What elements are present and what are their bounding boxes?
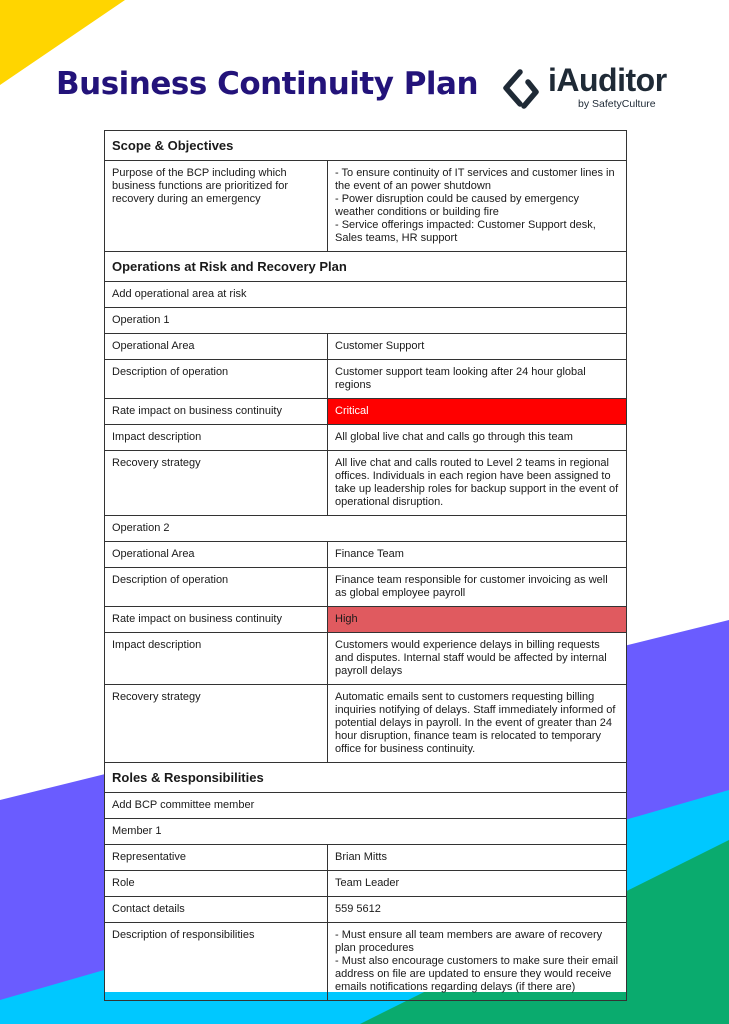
field-value: Automatic emails sent to customers requesting billing inquiries notifying of delays. Staff immediately informed of potential delays in payroll. In the event of greater than 24 hour disruption, finance team is relocated to temporary office for business continuity. xyxy=(328,685,627,763)
table-row xyxy=(105,161,627,252)
field-label: Impact description xyxy=(105,633,328,685)
field-value: - To ensure continuity of IT services and customer lines in the event of an power shutdown - Power disruption could be caused by emergency weather conditions or building fire - Service offerings impacted: Customer Support desk, Sales teams, HR support xyxy=(328,161,627,252)
scope-heading: Scope & Objectives xyxy=(105,131,627,161)
member-title: Member 1 xyxy=(105,819,627,845)
add-member-link[interactable]: Add BCP committee member xyxy=(105,793,627,819)
impact-rating-badge: High xyxy=(328,607,627,633)
bcp-document xyxy=(104,130,626,992)
table-row xyxy=(105,282,627,308)
field-label: Purpose of the BCP including which business functions are prioritized for recovery during an emergency xyxy=(105,161,328,252)
operation-title: Operation 1 xyxy=(105,308,627,334)
table-row xyxy=(105,923,627,1001)
field-value: Customer Support xyxy=(328,334,627,360)
operation-title: Operation 2 xyxy=(105,516,627,542)
table-row xyxy=(105,685,627,763)
field-label: Operational Area xyxy=(105,542,328,568)
field-label: Recovery strategy xyxy=(105,685,328,763)
field-label: Representative xyxy=(105,845,328,871)
field-value: All global live chat and calls go through this team xyxy=(328,425,627,451)
field-value: Finance team responsible for customer invoicing as well as global employee payroll xyxy=(328,568,627,607)
bcp-table xyxy=(104,130,627,1001)
field-value: Finance Team xyxy=(328,542,627,568)
table-row xyxy=(105,360,627,399)
table-row xyxy=(105,451,627,516)
field-label: Description of operation xyxy=(105,360,328,399)
table-row xyxy=(105,845,627,871)
section-row xyxy=(105,252,627,282)
table-row xyxy=(105,516,627,542)
table-row xyxy=(105,819,627,845)
field-label: Description of responsibilities xyxy=(105,923,328,1001)
table-row xyxy=(105,542,627,568)
add-operation-link[interactable]: Add operational area at risk xyxy=(105,282,627,308)
table-row xyxy=(105,399,627,425)
table-row xyxy=(105,897,627,923)
section-row xyxy=(105,131,627,161)
page-title: Business Continuity Plan xyxy=(56,66,479,102)
field-value: 559 5612 xyxy=(328,897,627,923)
impact-rating-badge: Critical xyxy=(328,399,627,425)
field-value: - Must ensure all team members are aware of recovery plan procedures - Must also encourage customers to make sure their email address on file are updated to ensure they would receive emails notifications regarding delays (if there are) xyxy=(328,923,627,1001)
section-row xyxy=(105,763,627,793)
page-header xyxy=(0,0,729,125)
table-row xyxy=(105,871,627,897)
table-row xyxy=(105,308,627,334)
logo-wordmark: iAuditor xyxy=(548,62,667,98)
iauditor-logo xyxy=(498,62,698,116)
table-row xyxy=(105,425,627,451)
table-row xyxy=(105,334,627,360)
field-label: Contact details xyxy=(105,897,328,923)
field-value: Brian Mitts xyxy=(328,845,627,871)
table-row xyxy=(105,793,627,819)
field-value: Customers would experience delays in billing requests and disputes. Internal staff would be affected by internal payroll delays xyxy=(328,633,627,685)
roles-heading: Roles & Responsibilities xyxy=(105,763,627,793)
field-value: Customer support team looking after 24 hour global regions xyxy=(328,360,627,399)
field-label: Impact description xyxy=(105,425,328,451)
field-label: Rate impact on business continuity xyxy=(105,399,328,425)
field-label: Role xyxy=(105,871,328,897)
field-label: Operational Area xyxy=(105,334,328,360)
field-label: Rate impact on business continuity xyxy=(105,607,328,633)
field-label: Description of operation xyxy=(105,568,328,607)
field-value: All live chat and calls routed to Level 2 teams in regional offices. Individuals in each region have been assigned to take up leadership roles for backup support in the event of operational disruption. xyxy=(328,451,627,516)
iauditor-logo-icon xyxy=(498,68,542,112)
table-row xyxy=(105,633,627,685)
logo-tagline: by SafetyCulture xyxy=(578,98,656,110)
field-label: Recovery strategy xyxy=(105,451,328,516)
table-row xyxy=(105,568,627,607)
field-value: Team Leader xyxy=(328,871,627,897)
operations-heading: Operations at Risk and Recovery Plan xyxy=(105,252,627,282)
table-row xyxy=(105,607,627,633)
